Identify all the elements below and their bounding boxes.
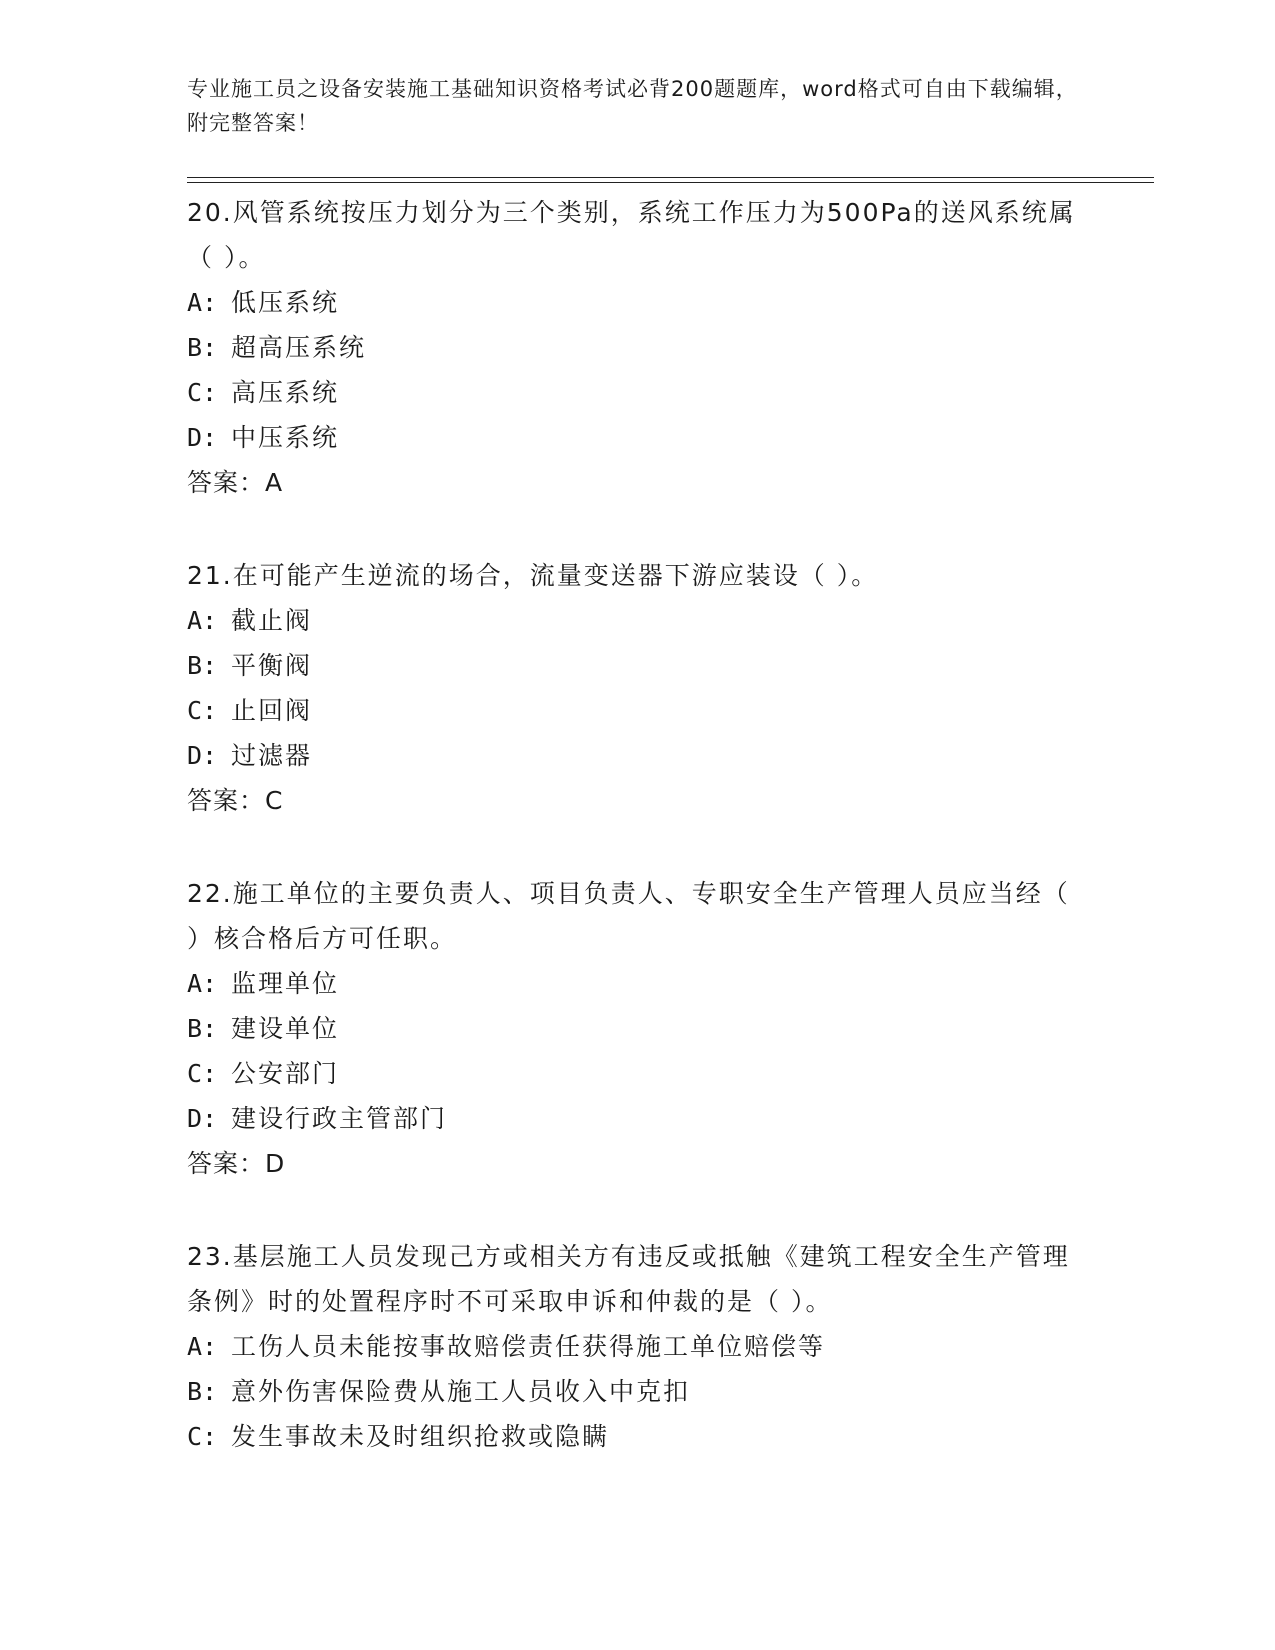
option-text: 工伤人员未能按事故赔偿责任获得施工单位赔偿等 [231,1332,826,1361]
option-text: 低压系统 [231,288,340,317]
option-letter: B: [187,1014,218,1043]
option-c [187,370,1087,415]
option-letter: D: [187,1104,218,1133]
option-a [187,961,1087,1006]
option-b [187,325,1087,370]
option-letter: D: [187,423,218,452]
option-letter: C: [187,1422,218,1451]
question-stem: 20.风管系统按压力划分为三个类别，系统工作压力为500Pa的送风系统属（ ）。 [187,198,1076,272]
option-d [187,1096,1087,1141]
option-a [187,1324,1087,1369]
option-text: 建设行政主管部门 [231,1104,448,1133]
question-21 [187,553,1087,823]
option-letter: C: [187,1059,218,1088]
question-22 [187,871,1087,1186]
option-c [187,1051,1087,1096]
header-divider-top [187,177,1154,178]
option-letter: C: [187,378,218,407]
option-text: 超高压系统 [231,333,367,362]
option-d [187,415,1087,460]
option-text: 监理单位 [231,969,340,998]
question-stem: 23.基层施工人员发现己方或相关方有违反或抵触《建筑工程安全生产管理条例》时的处置程序时不可采取申诉和仲裁的是（ ）。 [187,1242,1070,1316]
option-b [187,1006,1087,1051]
option-letter: C: [187,696,218,725]
option-letter: A: [187,969,218,998]
option-text: 高压系统 [231,378,340,407]
option-letter: A: [187,1332,218,1361]
answer-line: 答案：C [187,786,284,815]
option-b [187,1369,1087,1414]
document-intro [187,72,1087,140]
option-letter: D: [187,741,218,770]
question-list [187,190,1087,1459]
header-divider-bottom [187,182,1154,183]
option-c [187,688,1087,733]
option-letter: A: [187,606,218,635]
question-stem: 22.施工单位的主要负责人、项目负责人、专职安全生产管理人员应当经（ ）核合格后方可任职。 [187,879,1070,953]
question-23 [187,1234,1087,1459]
option-text: 公安部门 [231,1059,340,1088]
option-text: 平衡阀 [231,651,313,680]
question-stem: 21.在可能产生逆流的场合，流量变送器下游应装设（ ）。 [187,561,879,590]
option-text: 发生事故未及时组织抢救或隐瞒 [231,1422,610,1451]
option-text: 止回阀 [231,696,313,725]
option-text: 中压系统 [231,423,340,452]
option-letter: B: [187,333,218,362]
intro-text: 专业施工员之设备安装施工基础知识资格考试必背200题题库，word格式可自由下载编辑，附完整答案！ [187,77,1078,135]
option-letter: B: [187,651,218,680]
question-20 [187,190,1087,505]
option-letter: B: [187,1377,218,1406]
option-text: 过滤器 [231,741,313,770]
answer-line: 答案：A [187,468,284,497]
answer-line: 答案：D [187,1149,286,1178]
option-text: 意外伤害保险费从施工人员收入中克扣 [231,1377,691,1406]
option-d [187,733,1087,778]
option-a [187,280,1087,325]
option-text: 建设单位 [231,1014,340,1043]
option-text: 截止阀 [231,606,313,635]
option-a [187,598,1087,643]
option-letter: A: [187,288,218,317]
option-b [187,643,1087,688]
option-c [187,1414,1087,1459]
